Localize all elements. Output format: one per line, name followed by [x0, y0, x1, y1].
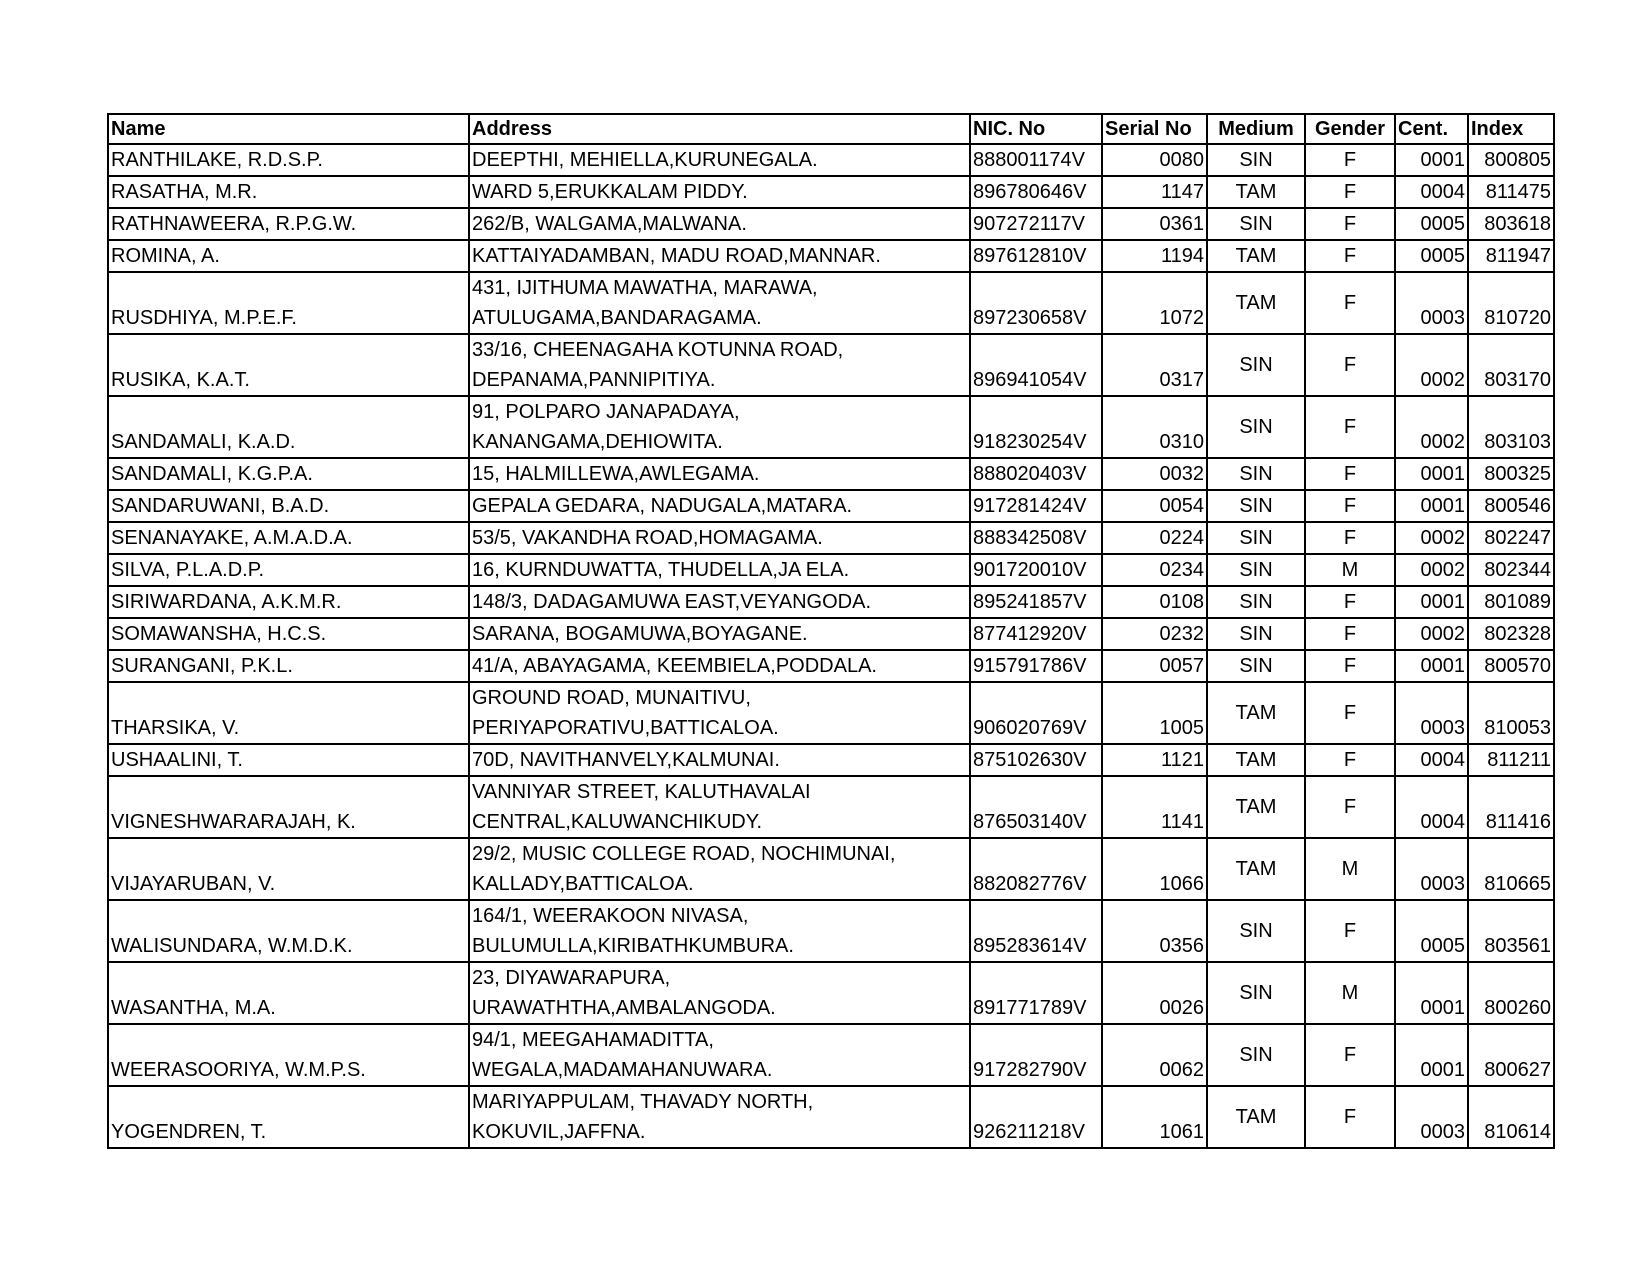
- cell-index: 802247: [1468, 522, 1554, 554]
- cell-medium: TAM: [1207, 272, 1305, 334]
- cell-medium: SIN: [1207, 962, 1305, 1024]
- address-line: GEPALA GEDARA, NADUGALA,MATARA.: [472, 495, 853, 517]
- cell-gender: F: [1305, 1086, 1395, 1148]
- cell-cent: 0003: [1395, 1086, 1468, 1148]
- cell-gender: F: [1305, 900, 1395, 962]
- cell-index: 801089: [1468, 586, 1554, 618]
- cell-index: 810720: [1468, 272, 1554, 334]
- table-header: [108, 114, 1554, 144]
- cell-name: THARSIKA, V.: [108, 682, 469, 744]
- table-body: [108, 144, 1554, 1148]
- cell-medium: TAM: [1207, 682, 1305, 744]
- address-line: DEPANAMA,PANNIPITIYA.: [472, 369, 716, 391]
- table-row: [108, 962, 1554, 1024]
- header-row: [108, 114, 1554, 144]
- address-line: KALLADY,BATTICALOA.: [472, 873, 694, 895]
- address-line: URAWATHTHA,AMBALANGODA.: [472, 997, 776, 1019]
- cell-gender: F: [1305, 176, 1395, 208]
- table-row: [108, 554, 1554, 586]
- cell-cent: 0004: [1395, 744, 1468, 776]
- cell-gender: F: [1305, 618, 1395, 650]
- table-row: [108, 1086, 1554, 1148]
- cell-nic: 877412920V: [970, 618, 1102, 650]
- cell-cent: 0004: [1395, 176, 1468, 208]
- cell-name: RUSIKA, K.A.T.: [108, 334, 469, 396]
- cell-gender: F: [1305, 522, 1395, 554]
- cell-serial: 0080: [1102, 144, 1207, 176]
- address-line: 41/A, ABAYAGAMA, KEEMBIELA,PODDALA.: [472, 655, 877, 677]
- cell-nic: 896780646V: [970, 176, 1102, 208]
- cell-gender: F: [1305, 208, 1395, 240]
- address-line: 431, IJITHUMA MAWATHA, MARAWA,: [472, 277, 818, 299]
- header-medium: Medium: [1207, 114, 1305, 144]
- cell-gender: F: [1305, 490, 1395, 522]
- cell-nic: 875102630V: [970, 744, 1102, 776]
- cell-cent: 0002: [1395, 522, 1468, 554]
- cell-medium: TAM: [1207, 776, 1305, 838]
- cell-name: VIGNESHWARARAJAH, K.: [108, 776, 469, 838]
- header-name: Name: [108, 114, 469, 144]
- cell-nic: 891771789V: [970, 962, 1102, 1024]
- address-line: KANANGAMA,DEHIOWITA.: [472, 431, 723, 453]
- table-row: [108, 618, 1554, 650]
- table-row: [108, 744, 1554, 776]
- cell-medium: SIN: [1207, 1024, 1305, 1086]
- cell-index: 803618: [1468, 208, 1554, 240]
- cell-cent: 0001: [1395, 1024, 1468, 1086]
- cell-medium: SIN: [1207, 334, 1305, 396]
- cell-cent: 0001: [1395, 586, 1468, 618]
- address-line: CENTRAL,KALUWANCHIKUDY.: [472, 811, 763, 833]
- cell-name: ROMINA, A.: [108, 240, 469, 272]
- table-row: [108, 396, 1554, 458]
- cell-address: [469, 682, 970, 744]
- table-row: [108, 176, 1554, 208]
- cell-name: VIJAYARUBAN, V.: [108, 838, 469, 900]
- cell-gender: F: [1305, 744, 1395, 776]
- address-line: VANNIYAR STREET, KALUTHAVALAI: [472, 781, 811, 803]
- table-row: [108, 776, 1554, 838]
- table-row: [108, 272, 1554, 334]
- address-line: 23, DIYAWARAPURA,: [472, 967, 671, 989]
- address-line: DEEPTHI, MEHIELLA,KURUNEGALA.: [472, 149, 818, 171]
- cell-address: [469, 744, 970, 776]
- address-line: 29/2, MUSIC COLLEGE ROAD, NOCHIMUNAI,: [472, 843, 896, 865]
- table-row: [108, 900, 1554, 962]
- cell-address: [469, 490, 970, 522]
- address-line: 33/16, CHEENAGAHA KOTUNNA ROAD,: [472, 339, 844, 361]
- cell-cent: 0002: [1395, 618, 1468, 650]
- table-row: [108, 458, 1554, 490]
- cell-index: 811211: [1468, 744, 1554, 776]
- cell-address: [469, 240, 970, 272]
- cell-index: 800627: [1468, 1024, 1554, 1086]
- header-index: Index: [1468, 114, 1554, 144]
- cell-address: [469, 900, 970, 962]
- address-line: SARANA, BOGAMUWA,BOYAGANE.: [472, 623, 808, 645]
- cell-gender: M: [1305, 962, 1395, 1024]
- address-line: BULUMULLA,KIRIBATHKUMBURA.: [472, 935, 794, 957]
- cell-address: [469, 334, 970, 396]
- cell-name: RUSDHIYA, M.P.E.F.: [108, 272, 469, 334]
- table-row: [108, 838, 1554, 900]
- cell-index: 800325: [1468, 458, 1554, 490]
- cell-nic: 906020769V: [970, 682, 1102, 744]
- header-nic: NIC. No: [970, 114, 1102, 144]
- cell-gender: F: [1305, 682, 1395, 744]
- cell-index: 802328: [1468, 618, 1554, 650]
- cell-cent: 0005: [1395, 240, 1468, 272]
- address-line: 70D, NAVITHANVELY,KALMUNAI.: [472, 749, 780, 771]
- candidates-table: [107, 113, 1555, 1149]
- cell-medium: SIN: [1207, 900, 1305, 962]
- cell-index: 802344: [1468, 554, 1554, 586]
- cell-index: 803170: [1468, 334, 1554, 396]
- cell-serial: 1061: [1102, 1086, 1207, 1148]
- cell-name: RATHNAWEERA, R.P.G.W.: [108, 208, 469, 240]
- address-line: 164/1, WEERAKOON NIVASA,: [472, 905, 749, 927]
- cell-cent: 0001: [1395, 490, 1468, 522]
- cell-medium: SIN: [1207, 586, 1305, 618]
- cell-index: 810053: [1468, 682, 1554, 744]
- cell-address: [469, 962, 970, 1024]
- table-row: [108, 144, 1554, 176]
- cell-index: 810665: [1468, 838, 1554, 900]
- cell-index: 800805: [1468, 144, 1554, 176]
- cell-cent: 0005: [1395, 208, 1468, 240]
- cell-address: [469, 1024, 970, 1086]
- cell-medium: TAM: [1207, 1086, 1305, 1148]
- cell-cent: 0005: [1395, 900, 1468, 962]
- cell-medium: TAM: [1207, 240, 1305, 272]
- cell-name: SURANGANI, P.K.L.: [108, 650, 469, 682]
- cell-nic: 901720010V: [970, 554, 1102, 586]
- cell-address: [469, 650, 970, 682]
- address-line: PERIYAPORATIVU,BATTICALOA.: [472, 717, 779, 739]
- cell-nic: 917282790V: [970, 1024, 1102, 1086]
- cell-index: 800570: [1468, 650, 1554, 682]
- cell-medium: SIN: [1207, 618, 1305, 650]
- cell-address: [469, 522, 970, 554]
- cell-name: WASANTHA, M.A.: [108, 962, 469, 1024]
- cell-medium: TAM: [1207, 838, 1305, 900]
- cell-nic: 926211218V: [970, 1086, 1102, 1148]
- document-sheet: [107, 113, 1555, 1149]
- cell-cent: 0003: [1395, 682, 1468, 744]
- cell-name: RANTHILAKE, R.D.S.P.: [108, 144, 469, 176]
- cell-address: [469, 208, 970, 240]
- cell-nic: 882082776V: [970, 838, 1102, 900]
- cell-nic: 888001174V: [970, 144, 1102, 176]
- cell-gender: F: [1305, 144, 1395, 176]
- cell-serial: 0026: [1102, 962, 1207, 1024]
- cell-address: [469, 838, 970, 900]
- cell-index: 811416: [1468, 776, 1554, 838]
- cell-gender: F: [1305, 396, 1395, 458]
- cell-medium: SIN: [1207, 522, 1305, 554]
- cell-address: [469, 144, 970, 176]
- cell-address: [469, 618, 970, 650]
- cell-serial: 1072: [1102, 272, 1207, 334]
- cell-name: YOGENDREN, T.: [108, 1086, 469, 1148]
- cell-nic: 917281424V: [970, 490, 1102, 522]
- cell-gender: M: [1305, 554, 1395, 586]
- cell-medium: SIN: [1207, 144, 1305, 176]
- table-row: [108, 240, 1554, 272]
- address-line: KATTAIYADAMBAN, MADU ROAD,MANNAR.: [472, 245, 881, 267]
- cell-index: 800546: [1468, 490, 1554, 522]
- cell-index: 811947: [1468, 240, 1554, 272]
- cell-gender: F: [1305, 1024, 1395, 1086]
- table-row: [108, 682, 1554, 744]
- cell-name: SOMAWANSHA, H.C.S.: [108, 618, 469, 650]
- cell-serial: 0054: [1102, 490, 1207, 522]
- cell-name: USHAALINI, T.: [108, 744, 469, 776]
- address-line: KOKUVIL,JAFFNA.: [472, 1121, 646, 1143]
- address-line: WEGALA,MADAMAHANUWARA.: [472, 1059, 773, 1081]
- cell-cent: 0003: [1395, 272, 1468, 334]
- cell-gender: F: [1305, 240, 1395, 272]
- table-row: [108, 650, 1554, 682]
- cell-gender: F: [1305, 650, 1395, 682]
- cell-serial: 1147: [1102, 176, 1207, 208]
- cell-nic: 888020403V: [970, 458, 1102, 490]
- cell-nic: 895241857V: [970, 586, 1102, 618]
- cell-cent: 0002: [1395, 554, 1468, 586]
- cell-cent: 0002: [1395, 334, 1468, 396]
- cell-name: SANDAMALI, K.G.P.A.: [108, 458, 469, 490]
- cell-medium: SIN: [1207, 650, 1305, 682]
- cell-nic: 907272117V: [970, 208, 1102, 240]
- cell-name: SENANAYAKE, A.M.A.D.A.: [108, 522, 469, 554]
- address-line: MARIYAPPULAM, THAVADY NORTH,: [472, 1091, 814, 1113]
- cell-cent: 0001: [1395, 962, 1468, 1024]
- cell-cent: 0004: [1395, 776, 1468, 838]
- cell-nic: 918230254V: [970, 396, 1102, 458]
- cell-nic: 915791786V: [970, 650, 1102, 682]
- cell-index: 800260: [1468, 962, 1554, 1024]
- cell-nic: 895283614V: [970, 900, 1102, 962]
- table-row: [108, 208, 1554, 240]
- cell-gender: F: [1305, 334, 1395, 396]
- cell-serial: 0224: [1102, 522, 1207, 554]
- cell-cent: 0002: [1395, 396, 1468, 458]
- cell-serial: 0317: [1102, 334, 1207, 396]
- cell-name: SANDAMALI, K.A.D.: [108, 396, 469, 458]
- address-line: 148/3, DADAGAMUWA EAST,VEYANGODA.: [472, 591, 872, 613]
- header-gender: Gender: [1305, 114, 1395, 144]
- cell-serial: 0356: [1102, 900, 1207, 962]
- cell-gender: M: [1305, 838, 1395, 900]
- cell-serial: 0310: [1102, 396, 1207, 458]
- address-line: 91, POLPARO JANAPADAYA,: [472, 401, 740, 423]
- table-row: [108, 1024, 1554, 1086]
- cell-medium: SIN: [1207, 490, 1305, 522]
- cell-name: SIRIWARDANA, A.K.M.R.: [108, 586, 469, 618]
- cell-index: 803103: [1468, 396, 1554, 458]
- cell-gender: F: [1305, 586, 1395, 618]
- address-line: ATULUGAMA,BANDARAGAMA.: [472, 307, 762, 329]
- header-address: Address: [469, 114, 970, 144]
- cell-address: [469, 176, 970, 208]
- cell-address: [469, 586, 970, 618]
- table-row: [108, 490, 1554, 522]
- cell-index: 811475: [1468, 176, 1554, 208]
- cell-serial: 0057: [1102, 650, 1207, 682]
- address-line: 15, HALMILLEWA,AWLEGAMA.: [472, 463, 760, 485]
- cell-serial: 0062: [1102, 1024, 1207, 1086]
- cell-medium: TAM: [1207, 176, 1305, 208]
- cell-address: [469, 396, 970, 458]
- cell-nic: 888342508V: [970, 522, 1102, 554]
- cell-cent: 0003: [1395, 838, 1468, 900]
- address-line: 53/5, VAKANDHA ROAD,HOMAGAMA.: [472, 527, 823, 549]
- cell-name: WEERASOORIYA, W.M.P.S.: [108, 1024, 469, 1086]
- cell-medium: SIN: [1207, 396, 1305, 458]
- address-line: 16, KURNDUWATTA, THUDELLA,JA ELA.: [472, 559, 850, 581]
- cell-nic: 876503140V: [970, 776, 1102, 838]
- table-row: [108, 334, 1554, 396]
- cell-nic: 897230658V: [970, 272, 1102, 334]
- cell-serial: 0234: [1102, 554, 1207, 586]
- cell-gender: F: [1305, 272, 1395, 334]
- cell-gender: F: [1305, 458, 1395, 490]
- table-row: [108, 586, 1554, 618]
- cell-name: WALISUNDARA, W.M.D.K.: [108, 900, 469, 962]
- cell-name: SANDARUWANI, B.A.D.: [108, 490, 469, 522]
- cell-medium: SIN: [1207, 458, 1305, 490]
- cell-address: [469, 554, 970, 586]
- cell-cent: 0001: [1395, 144, 1468, 176]
- cell-serial: 1005: [1102, 682, 1207, 744]
- address-line: WARD 5,ERUKKALAM PIDDY.: [472, 181, 748, 203]
- cell-nic: 897612810V: [970, 240, 1102, 272]
- address-line: 262/B, WALGAMA,MALWANA.: [472, 213, 747, 235]
- cell-serial: 0361: [1102, 208, 1207, 240]
- cell-index: 810614: [1468, 1086, 1554, 1148]
- cell-address: [469, 272, 970, 334]
- table-row: [108, 522, 1554, 554]
- address-line: GROUND ROAD, MUNAITIVU,: [472, 687, 751, 709]
- cell-serial: 1194: [1102, 240, 1207, 272]
- cell-nic: 896941054V: [970, 334, 1102, 396]
- cell-address: [469, 1086, 970, 1148]
- cell-address: [469, 458, 970, 490]
- header-cent: Cent.: [1395, 114, 1468, 144]
- cell-index: 803561: [1468, 900, 1554, 962]
- cell-serial: 0108: [1102, 586, 1207, 618]
- cell-medium: SIN: [1207, 208, 1305, 240]
- cell-serial: 1121: [1102, 744, 1207, 776]
- cell-medium: TAM: [1207, 744, 1305, 776]
- cell-serial: 1066: [1102, 838, 1207, 900]
- cell-medium: SIN: [1207, 554, 1305, 586]
- cell-gender: F: [1305, 776, 1395, 838]
- cell-serial: 1141: [1102, 776, 1207, 838]
- cell-serial: 0232: [1102, 618, 1207, 650]
- cell-name: RASATHA, M.R.: [108, 176, 469, 208]
- address-line: 94/1, MEEGAHAMADITTA,: [472, 1029, 714, 1051]
- cell-serial: 0032: [1102, 458, 1207, 490]
- cell-cent: 0001: [1395, 458, 1468, 490]
- header-serial: Serial No: [1102, 114, 1207, 144]
- cell-address: [469, 776, 970, 838]
- cell-cent: 0001: [1395, 650, 1468, 682]
- cell-name: SILVA, P.L.A.D.P.: [108, 554, 469, 586]
